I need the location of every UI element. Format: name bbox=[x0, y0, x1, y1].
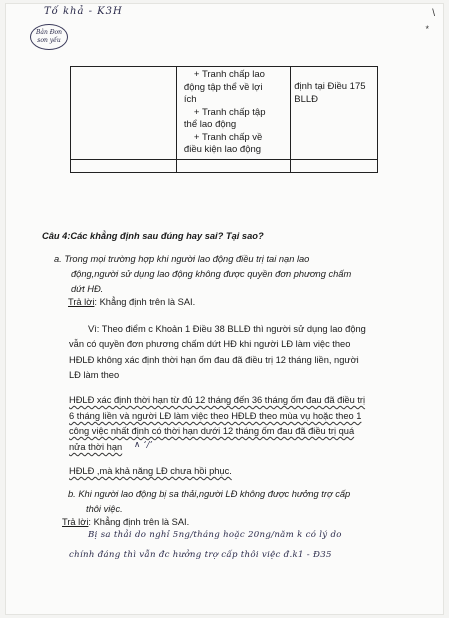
table-cell-dispute-types bbox=[176, 67, 290, 160]
cell-line: động tập thể về lợi bbox=[183, 81, 263, 93]
statement-a-line: dứt HĐ. bbox=[71, 284, 104, 294]
cell-line: + Tranh chấp tập bbox=[193, 106, 266, 118]
document-page bbox=[6, 4, 443, 614]
table-cell-reference bbox=[291, 67, 378, 160]
table-cell-empty bbox=[71, 159, 177, 172]
reason-line: vẫn có quyền đơn phương chấm dứt HĐ khi người LĐ làm việc theo bbox=[69, 339, 351, 349]
table-cell-empty bbox=[291, 159, 378, 172]
cell-line: định tại Điều 175 bbox=[294, 81, 366, 92]
cell-line: + Tranh chấp lao bbox=[193, 69, 265, 80]
handwritten-title: Tố khả - K3H bbox=[44, 6, 123, 17]
star-mark: * bbox=[425, 24, 429, 34]
statement-b-line: b. Khi người lao động bị sa thải,người LĐ không được hưởng trợ cấp bbox=[68, 489, 351, 499]
answer-text: : Khẳng định trên là SAI. bbox=[88, 517, 190, 527]
cell-line: thể lao động bbox=[183, 119, 237, 130]
answer-b bbox=[62, 516, 189, 528]
table-row bbox=[71, 67, 378, 160]
paragraph-line: công việc nhất định có thời hạn dưới 12 tháng ốm đau đã điều trị quá bbox=[69, 426, 355, 436]
statement-a-line: a. Trong mọi trường hợp khi người lao động điều trị tai nạn lao bbox=[54, 254, 310, 264]
answer-a bbox=[68, 296, 195, 308]
cell-line: điều kiện lao động bbox=[183, 144, 262, 155]
handwritten-answer-line: chính đáng thì vẫn đc hưởng trợ cấp thôi việc đ.k1 - Đ35 bbox=[69, 550, 332, 560]
cell-line: BLLĐ bbox=[294, 93, 318, 105]
paragraph-line: nửa thời hạn bbox=[69, 442, 123, 452]
paragraph-line: HĐLĐ xác định thời hạn từ đủ 12 tháng đến 36 tháng ốm đau đã điều trị bbox=[69, 395, 366, 405]
statement-a-line: động,người sử dụng lao động không được quyền đơn phương chấm bbox=[71, 269, 352, 279]
table-cell-empty bbox=[71, 67, 177, 160]
cell-line: + Tranh chấp về bbox=[193, 131, 263, 143]
table-row bbox=[71, 159, 378, 172]
cell-line: ích bbox=[183, 94, 197, 105]
statement-b-line: thôi việc. bbox=[86, 504, 123, 514]
paragraph-line: HĐLĐ ,mà khả năng LĐ chưa hồi phục. bbox=[69, 466, 232, 476]
corner-mark: \ bbox=[432, 8, 435, 19]
reason-line: LĐ làm theo bbox=[69, 370, 120, 380]
answer-label: Trả lời bbox=[68, 297, 95, 307]
handwritten-answer-line: Bị sa thải do nghỉ 5ng/tháng hoặc 20ng/năm k có lý do bbox=[88, 530, 342, 540]
answer-text: : Khẳng định trên là SAI. bbox=[94, 297, 196, 307]
reason-line: HĐLĐ không xác định thời hạn ốm đau đã điều trị 12 tháng liền, người bbox=[69, 355, 359, 365]
question-title: Câu 4:Các khẳng định sau đúng hay sai? Tại sao? bbox=[42, 231, 264, 241]
reason-line: Vì: Theo điểm c Khoản 1 Điều 38 BLLĐ thì người sử dụng lao động bbox=[88, 324, 366, 334]
paragraph-line: 6 tháng liền và người LĐ làm việc theo HĐLĐ theo mùa vụ hoặc theo 1 bbox=[69, 411, 362, 421]
handwritten-stamp: Bản Đơn sơn yếu bbox=[30, 24, 68, 50]
table-cell-empty bbox=[176, 159, 290, 172]
answer-label: Trả lời bbox=[62, 517, 89, 527]
handwritten-mark: ∧ ‘/’ bbox=[134, 440, 153, 450]
dispute-table bbox=[70, 66, 378, 173]
